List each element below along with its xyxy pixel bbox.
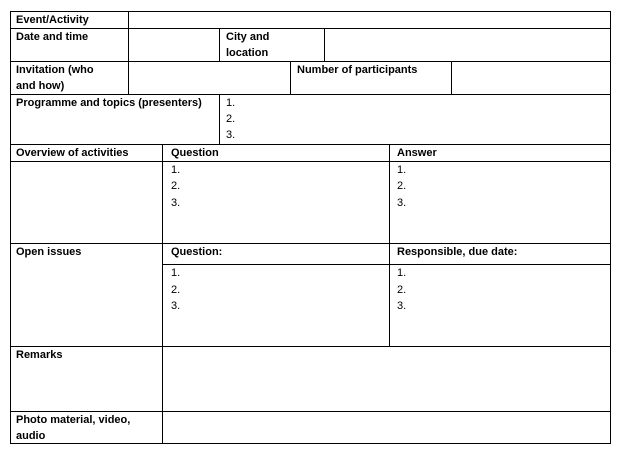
answer-item: 3. (397, 197, 407, 209)
row-divider (162, 264, 611, 265)
remarks-field[interactable] (163, 347, 610, 411)
open-question-header: Question: (171, 246, 223, 258)
invitation-label-line2: and how) (16, 80, 65, 92)
participants-label: Number of participants (297, 64, 418, 76)
programme-label: Programme and topics (presenters) (16, 97, 202, 109)
invitation-field[interactable] (129, 62, 290, 94)
city-location-label-line2: location (226, 47, 269, 59)
photo-label-line1: Photo material, video, (16, 414, 131, 426)
open-issues-label: Open issues (16, 246, 82, 258)
question-header: Question (171, 147, 219, 159)
remarks-label: Remarks (16, 349, 63, 361)
col-divider (389, 144, 390, 346)
programme-item: 1. (226, 97, 236, 109)
col-divider (219, 28, 220, 61)
date-time-field[interactable] (129, 29, 219, 61)
open-question-item: 2. (171, 284, 181, 296)
city-location-label-line1: City and (226, 31, 270, 43)
photo-label-line2: audio (16, 430, 46, 442)
open-question-item: 1. (171, 267, 181, 279)
invitation-label-line1: Invitation (who (16, 64, 94, 76)
question-item: 2. (171, 180, 181, 192)
participants-field[interactable] (452, 62, 610, 94)
question-item: 1. (171, 164, 181, 176)
answer-header: Answer (397, 147, 437, 159)
row-divider (10, 161, 611, 162)
responsible-item: 3. (397, 300, 407, 312)
responsible-item: 1. (397, 267, 407, 279)
programme-item: 3. (226, 129, 236, 141)
responsible-item: 2. (397, 284, 407, 296)
programme-item: 2. (226, 113, 236, 125)
overview-label: Overview of activities (16, 147, 129, 159)
row-divider (10, 243, 611, 244)
col-divider (219, 94, 220, 144)
col-divider (290, 61, 291, 94)
event-activity-label: Event/Activity (16, 14, 89, 26)
answer-item: 2. (397, 180, 407, 192)
date-time-label: Date and time (16, 31, 89, 43)
question-item: 3. (171, 197, 181, 209)
open-question-item: 3. (171, 300, 181, 312)
event-activity-field[interactable] (129, 12, 610, 28)
city-location-field[interactable] (325, 29, 610, 61)
answer-item: 1. (397, 164, 407, 176)
photo-field[interactable] (163, 412, 610, 443)
responsible-header: Responsible, due date: (397, 246, 518, 258)
